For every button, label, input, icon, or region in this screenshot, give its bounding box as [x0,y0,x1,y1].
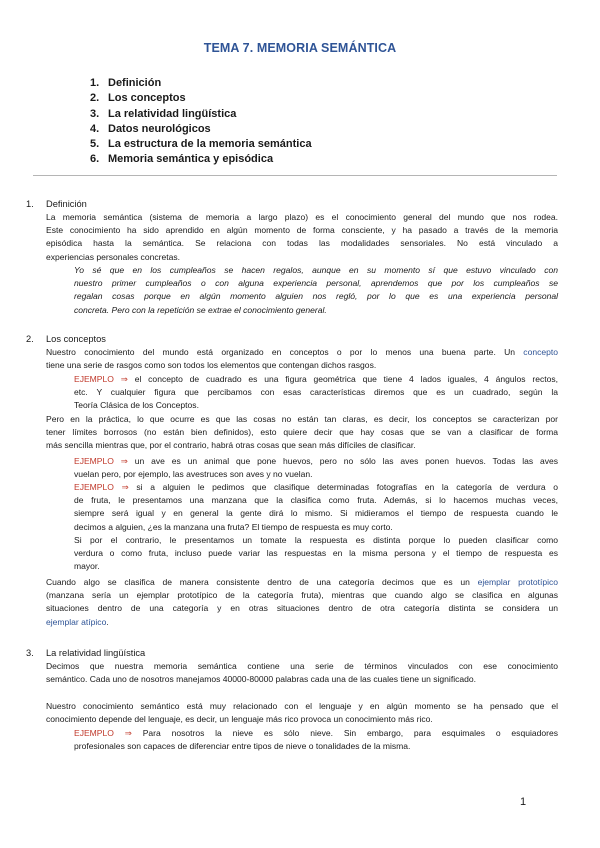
toc-item: 2. Los conceptos [90,92,186,105]
section-heading: Los conceptos [46,334,106,344]
quote-paragraph: Yo sé que en los cumpleaños se hacen regalos, aunque en su momento sí que estuvo vinculado con nuestro primer cumpleaños o con alguna experiencia personal, aprendemos que por los cumpleaños se regalan cosas porque en algún momento alguien nos regló, por lo que es una experiencia personal concreta. Pero con la repetición se extrae el conocimiento general. [74,265,558,315]
toc-item: 3. La relatividad lingüística [90,107,237,120]
section-heading: La relatividad lingüística [46,648,146,658]
arrow-icon: ⇒ [120,456,128,466]
paragraph: La memoria semántica (sistema de memoria a largo plazo) es el conocimiento general del mundo que nos rodea. Este conocimiento ha sido aprendido en algún momento de forma consciente, y ha pasado a través de la memoria episódica hasta la semántica. Se relaciona con todas las modalidades sensoriales. No está vinculado a experiencias personales concretas. [46,212,558,262]
paragraph: Nuestro conocimiento del mundo está organizado en conceptos o por lo menos una buena parte. Un concepto tiene una serie de rasgos como son todos los elementos que contengan dichos rasgos. [46,347,558,371]
example-paragraph: EJEMPLO ⇒ Para nosotros la nieve es sólo nieve. Sin embargo, para esquimales o esquiadores profesionales son capaces de diferenciar entre tipos de nieve o tonalidades de la misma. [74,728,558,752]
example-label: EJEMPLO [74,374,114,384]
section-number: 3. [26,648,34,658]
page-title: TEMA 7. MEMORIA SEMÁNTICA [203,41,397,55]
example-paragraph: EJEMPLO ⇒ un ave es un animal que pone huevos, pero no sólo las aves ponen huevos. Todas las aves vuelan pero, por ejemplo, las avestruces son aves y no vuelan. [74,456,559,480]
paragraph: Decimos que nuestra memoria semántica contiene una serie de términos vinculados con ese conocimiento semántico. Cada uno de nosotros manejamos 40000-80000 palabras cada una de las cuales tiene un significado. [46,661,558,685]
concept-term: ejemplar atípico [46,616,107,627]
page-number: 1 [520,796,527,808]
paragraph: Nuestro conocimiento semántico está muy relacionado con el lenguaje y en algún momento se ha pensado que el conocimiento depende del lenguaje, es decir, un lenguaje más rico provoca un conocimiento más rico. [46,701,558,725]
arrow-icon: ⇒ [121,482,129,492]
arrow-icon: ⇒ [124,728,132,738]
example-label: EJEMPLO [74,482,114,492]
example-paragraph: EJEMPLO ⇒ si a alguien le pedimos que clasifique determinadas fotografías en la categoría de verdura o de fruta, le presentamos una manzana que la clasifica como fruta. Además, si lo hacemos muchas veces, siempre será igual y en general la gente dirá lo mismo. Si midieramos el tiempo de respuesta cuando le decimos a alguien, ¿es la manzana una fruta? El tiempo de respuesta es muy corto. Si por el contrario, le presentamos un tomate la respuesta es distinta porque lo pueden clasificar como verdura o como fruta, incluso puede variar las respuestas en la misma persona y el tiempo de respuesta es mayor. [74,482,559,572]
toc-item: 1. Definición [90,77,162,89]
toc-item: 4. Datos neurológicos [90,122,211,135]
concept-term: ejemplar prototípico [477,577,559,587]
section-number: 2. [26,334,34,344]
example-label: EJEMPLO [74,456,114,466]
paragraph: Pero en la práctica, lo que ocurre es que las cosas no están tan claras, es decir, los conceptos se caracterizan por tener límites borrosos (no están bien definidos), esto quiere decir que hay cosas que se van a clasificar de forma más sencilla mientras que, por el contrario, habrá otras cosas que sean más difíciles de clasificar. [46,414,558,451]
toc-item: 6. Memoria semántica y episódica [90,153,274,166]
divider [33,175,557,176]
concept-term: concepto [523,347,558,357]
example-label: EJEMPLO [74,728,114,738]
example-paragraph: EJEMPLO ⇒ el concepto de cuadrado es una figura geométrica que tiene 4 lados iguales, 4 ángulos rectos, etc. Y cualquier figura que percibamos con esas características diremos que es un cuadrado, según la Teoría Clásica de los Conceptos. [74,374,559,411]
paragraph: Cuando algo se clasifica de manera consistente dentro de una categoría decimos que es un ejemplar prototípico (manzana sería un ejemplar prototípico de la categoría fruta), mientras que cuando algo se clasifica en algunas situaciones dentro de una categoría y en otras situaciones dentro de otra categoría distinta se considera un ejemplar atípico. [46,577,559,627]
section-heading: Definición [46,199,87,209]
section-number: 1. [26,199,34,209]
toc-item: 5. La estructura de la memoria semántica [90,138,312,151]
arrow-icon: ⇒ [120,374,128,384]
table-of-contents [90,76,312,168]
